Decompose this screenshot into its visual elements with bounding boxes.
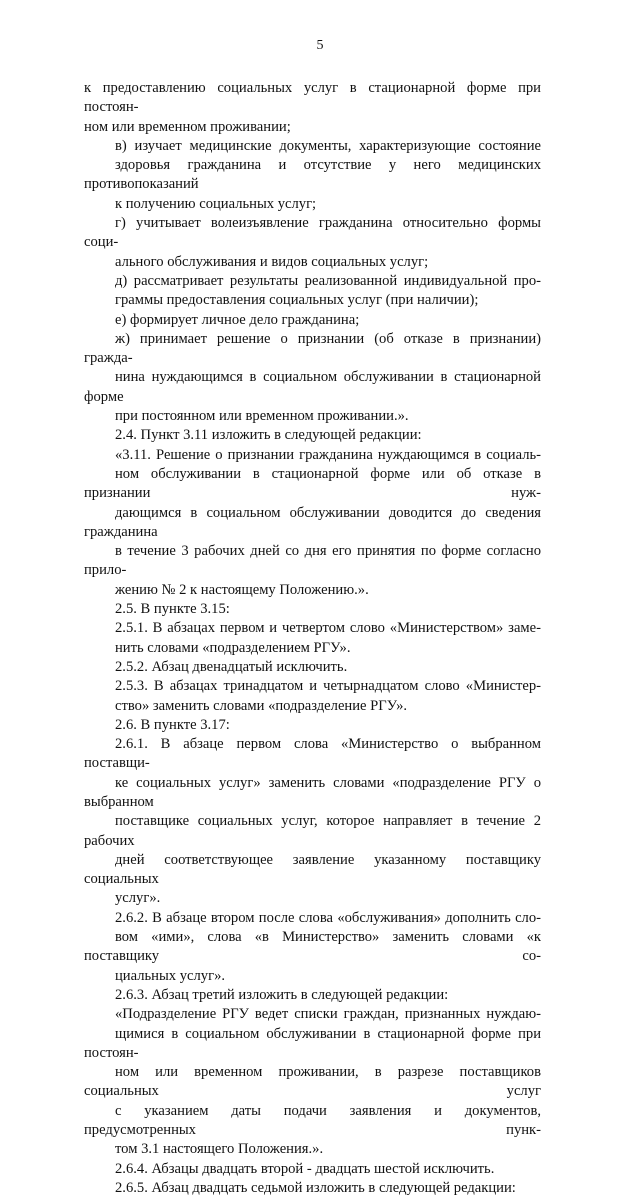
text-line: к предоставлению социальных услуг в стационарной форме при постоян-: [84, 80, 541, 116]
page-number: 5: [316, 38, 324, 53]
text-line: ке социальных услуг» заменить словами «подразделение РГУ о выбранном: [84, 774, 541, 810]
text-line: граммы предоставления социальных услуг (при наличии);: [115, 292, 479, 309]
text-line: ального обслуживания и видов социальных услуг;: [115, 253, 429, 270]
paragraph: [84, 986, 541, 1005]
paragraph: [84, 600, 541, 619]
text-line: дающимся в социальном обслуживании доводится до сведения гражданина: [84, 504, 541, 540]
text-line: с указанием даты подачи заявления и документов, предусмотренных пунк-: [84, 1102, 541, 1139]
text-line: д) рассматривает результаты реализованной индивидуальной про-: [115, 272, 541, 289]
text-line: в) изучает медицинские документы, характеризующие состояние: [115, 137, 541, 154]
text-line: к получению социальных услуг;: [115, 195, 317, 212]
paragraph: [84, 214, 541, 272]
text-line: г) учитывает волеизъявление гражданина относительно формы соци-: [84, 215, 541, 251]
text-line: ном обслуживании в стационарной форме или об отказе в признании нуж-: [84, 465, 541, 502]
text-line: щимися в социальном обслуживании в стационарной форме при постоян-: [84, 1025, 541, 1061]
text-line: 2.5.2. Абзац двенадцатый исключить.: [115, 658, 348, 675]
paragraph: [84, 619, 541, 658]
text-line: ж) принимает решение о признании (об отказе в признании) гражда-: [84, 330, 541, 367]
text-line: ном или временном проживании;: [84, 118, 291, 135]
document-body: [84, 79, 541, 1198]
text-line: дней соответствующее заявление указанному поставщику социальных: [84, 851, 541, 888]
text-line: «Подразделение РГУ ведет списки граждан, признанных нуждаю-: [115, 1006, 541, 1023]
text-line: при постоянном или временном проживании.».: [115, 408, 409, 425]
text-line: 2.6.3. Абзац третий изложить в следующей редакции:: [115, 986, 449, 1003]
text-line: в течение 3 рабочих дней со дня его принятия по форме согласно прило-: [84, 543, 541, 579]
paragraph: [84, 311, 541, 330]
text-line: жению № 2 к настоящему Положению.».: [115, 581, 369, 598]
text-line: 2.5. В пункте 3.15:: [115, 601, 230, 618]
text-line: вом «ими», слова «в Министерство» заменить словами «к поставщику со-: [84, 929, 541, 965]
paragraph: [84, 1179, 541, 1198]
text-line: 2.6.2. В абзаце втором после слова «обслуживания» дополнить сло-: [115, 909, 541, 926]
text-line: 2.6. В пункте 3.17:: [115, 716, 230, 733]
text-line: том 3.1 настоящего Положения.».: [115, 1141, 324, 1158]
paragraph: [84, 137, 541, 214]
text-line: 2.4. Пункт 3.11 изложить в следующей редакции:: [115, 427, 422, 444]
text-line: 2.6.1. В абзаце первом слова «Министерство о выбранном поставщи-: [84, 736, 541, 772]
text-line: здоровья гражданина и отсутствие у него медицинских противопоказаний: [84, 157, 541, 193]
paragraph: [84, 330, 541, 426]
text-line: поставщике социальных услуг, которое направляет в течение 2 рабочих: [84, 813, 541, 849]
text-line: услуг».: [115, 890, 161, 907]
paragraph: [84, 677, 541, 716]
text-line: 2.6.5. Абзац двадцать седьмой изложить в следующей редакции:: [115, 1179, 516, 1196]
text-line: 2.5.3. В абзацах тринадцатом и четырнадцатом слово «Министер-: [115, 678, 541, 695]
text-line: е) формирует личное дело гражданина;: [115, 311, 360, 328]
text-line: циальных услуг».: [115, 967, 226, 984]
text-line: нить словами «подразделением РГУ».: [115, 639, 351, 656]
paragraph: [84, 909, 541, 986]
paragraph: [84, 735, 541, 909]
paragraph: [84, 658, 541, 677]
paragraph: [84, 426, 541, 445]
paragraph: [84, 272, 541, 311]
paragraph: [84, 1160, 541, 1179]
text-line: «3.11. Решение о признании гражданина нуждающимся в социаль-: [115, 446, 541, 463]
text-line: ство» заменить словами «подразделение РГУ».: [115, 697, 408, 714]
paragraph: [84, 446, 541, 600]
paragraph: [84, 79, 541, 137]
paragraph: [84, 716, 541, 735]
text-line: нина нуждающимся в социальном обслуживании в стационарной форме: [84, 369, 541, 405]
paragraph: [84, 1005, 541, 1159]
text-line: ном или временном проживании, в разрезе поставщиков социальных услуг: [84, 1064, 541, 1100]
text-line: 2.5.1. В абзацах первом и четвертом слово «Министерством» заме-: [115, 620, 541, 637]
text-line: 2.6.4. Абзацы двадцать второй - двадцать шестой исключить.: [115, 1160, 495, 1177]
